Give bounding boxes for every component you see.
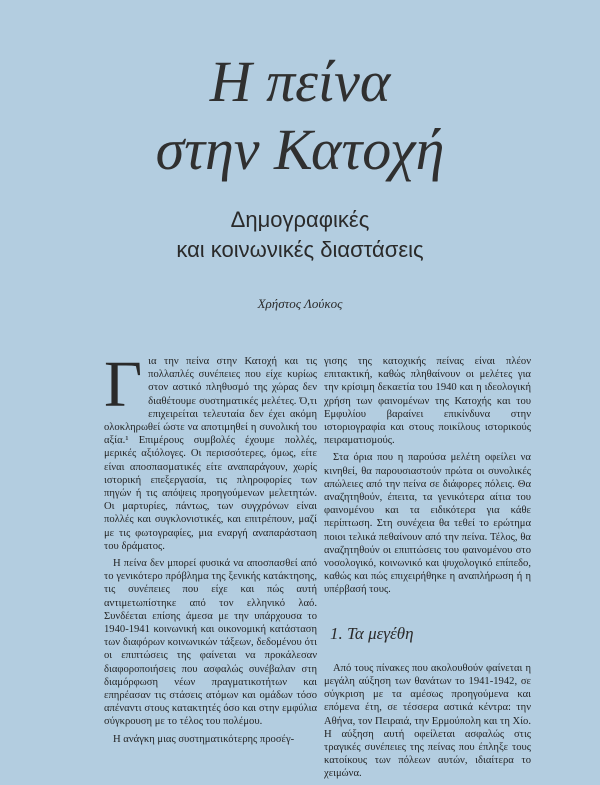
section-heading: 1. Τα μεγέθη <box>330 623 414 643</box>
paragraph-intro <box>104 348 317 553</box>
article-subtitle-line-2: και κοινωνικές διαστάσεις <box>176 237 424 262</box>
paragraph-intro-text: ια την πείνα στην Κατοχή και τις πολλαπλές συνέπειες που είχε κυρίως στον αστικό πληθυσμό της χώρας δεν διαθέτουμε συστηματικές μελέτες. Ό,τι επιχειρείται τελευταία δεν έχει ακόμη ολοκληρωθεί ώστε να αποτιμηθεί η συνολική του αξία.¹ Επιμέρους συμβολές έχουμε πολλές, μερικές αξιόλογες. Οι περισσότερες, όμως, είτε είναι αποσπασματικές είτε αναπαράγουν, χωρίς ιστορική επεξεργασία, τις πληροφορίες των πηγών ή τις απόψεις προηγούμενων μελετητών. Οι μαρτυρίες, πάντως, των συγχρόνων είναι πολλές και συγκλονιστικές, και επιτρέπουν, μαζί με τις φωτογραφίες, μια εναργή αναπαράσταση του δράματος. <box>104 356 317 552</box>
article-subtitle-line-1: Δημογραφικές <box>230 207 370 232</box>
drop-cap: Γ <box>104 348 143 421</box>
article-title-line-2: στην Κατοχή <box>155 117 445 182</box>
paragraph: Από τους πίνακες που ακολουθούν φαίνεται η μεγάλη αύξηση των θανάτων το 1941-1942, σε σύγκριση με τα αμέσως προηγούμενα και επόμενα έτη, σε τέσσερα αστικά κέντρα: την Αθήνα, τον Πειραιά, την Ερμούπολη και τη Χίο. Η αύξηση αυτή οφείλεται ασφαλώς στις τραγικές συνέπειες της πείνας που έπληξε τους κατοίκους των πόλεων αυτών, ιδιαίτερα το χειμώνα. <box>324 662 531 780</box>
paragraph: Η ανάγκη μιας συστηματικότερης προσέγ- <box>113 733 295 745</box>
author-name: Χρήστος Λούκος <box>257 296 343 311</box>
paragraph: γισης της κατοχικής πείνας είναι πλέον επιτακτική, καθώς πληθαίνουν οι μελέτες για την κρίσιμη δεκαετία του 1940 και η ιδεολογική χρήση των φαινομένων της Κατοχής και του Εμφυλίου βαραίνει επικίνδυνα στην ιστοριογραφία και στους ποικίλους ιστορικούς πειραματισμούς. <box>324 356 531 447</box>
article-title-line-1: Η πείνα <box>209 49 391 114</box>
left-column <box>104 348 317 750</box>
paragraph: Η πείνα δεν μπορεί φυσικά να αποσπασθεί από το γενικότερο πρόβλημα της ξενικής κατάκτησης, τις συνέπειες που είχε και πώς αυτή αντιμετωπίστηκε από τον ελληνικό λαό. Συνδέεται επίσης άμεσα με την υπάρχουσα το 1940-1941 κοινωνική και οικονομική κατάσταση των διαφόρων κοινωνικών τάξεων, δεδομένου ότι οι επιπτώσεις της φαίνεται να προκάλεσαν διαφοροποιήσεις που ασφαλώς συνέβαλαν στη διαμόρφωση νέων πραγματικοτήτων και επηρέασαν τις στάσεις ατόμων και ομάδων τόσο απέναντι στους κατακτητές όσο και στην εμφύλια σύγκρουση με το τέλος του πολέμου. <box>104 558 317 728</box>
right-column <box>324 355 531 785</box>
paragraph: Στα όρια που η παρούσα μελέτη οφείλει να κινηθεί, θα παρουσιαστούν πρώτα οι συνολικές απώλειες από την πείνα σε διάφορες πόλεις. Θα αναζητηθούν, έπειτα, τα γενικότερα αίτια του φαινομένου και τα ειδικότερα για κάθε περίπτωση. Στη συνέχεια θα τεθεί το ερώτημα ποιοι τελικά πεθαίνουν από την πείνα. Τέλος, θα αναζητηθούν οι επιπτώσεις του φαινομένου στο νοσολογικό, κοινωνικό και ψυχολογικό επίπεδο, καθώς και πώς επιχειρήθηκε η αναπλήρωση ή η υπέρβασή τους. <box>324 452 531 596</box>
